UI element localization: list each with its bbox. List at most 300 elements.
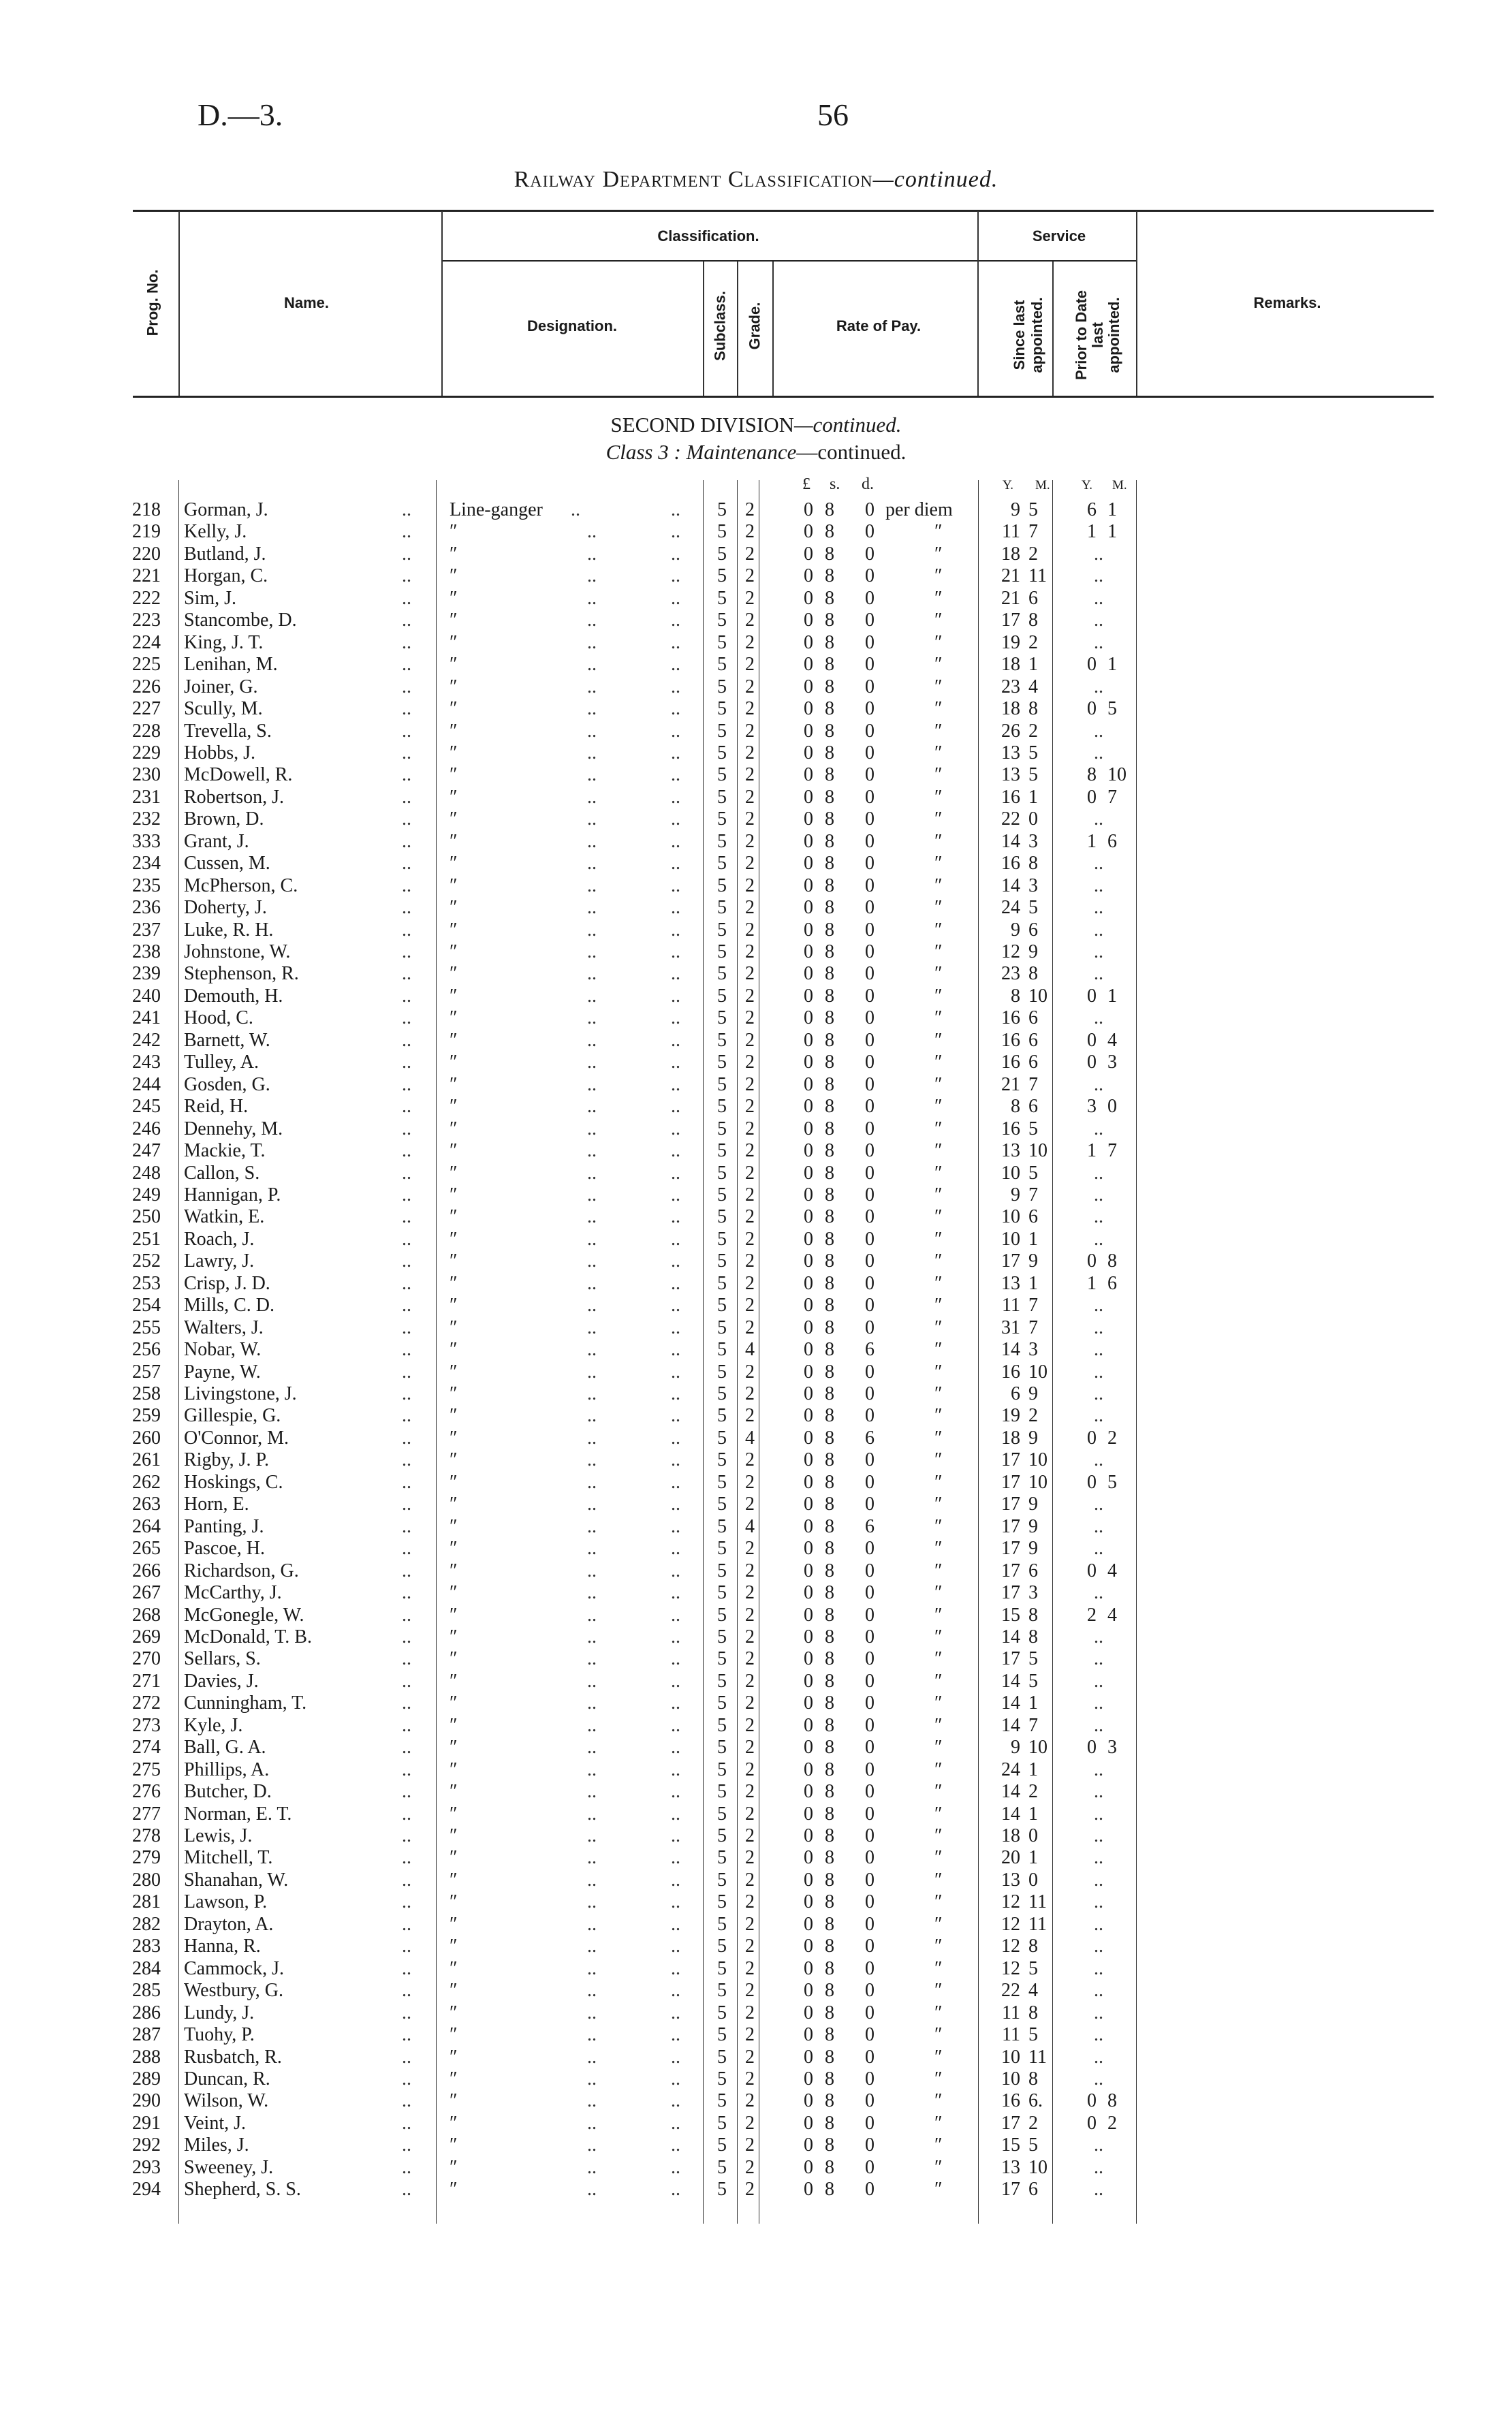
subclass-cell: 5 [717,1007,727,1029]
pay-shillings-cell: 8 [825,985,834,1007]
leader-dots: .. [671,1471,680,1493]
leader-dots: .. [671,499,680,520]
leader-dots: .. [402,1228,411,1250]
pay-pounds-cell: 0 [804,1604,813,1626]
prog-no-cell: 288 [132,2046,161,2068]
empty-prior-dots: .. [1094,543,1103,565]
since-years-cell: 11 [1002,1295,1020,1316]
pay-pence-cell: 0 [865,1936,875,1957]
empty-prior-dots: .. [1094,1339,1103,1361]
since-months-cell: 10 [1028,985,1048,1007]
leader-dots: .. [587,1427,597,1449]
pay-period-cell: ″ [934,1560,943,1581]
pay-pence-cell: 0 [865,1007,875,1029]
since-years-cell: 15 [1001,2134,1020,2156]
prog-no-cell: 247 [132,1140,161,1162]
pay-pence-cell: 0 [865,963,875,985]
since-months-cell: 6 [1028,1560,1038,1581]
empty-prior-dots: .. [1094,2024,1103,2046]
prior-years-cell: 3 [1087,1096,1097,1118]
pay-period-cell: ″ [934,1427,943,1449]
prog-no-cell: 246 [132,1118,161,1139]
leader-dots: .. [402,1339,411,1361]
prior-months-cell: 2 [1107,1427,1117,1449]
grade-cell: 2 [745,1449,755,1471]
since-months-cell: 10 [1028,1361,1048,1383]
since-years-cell: 8 [1011,1096,1020,1118]
grade-cell: 2 [745,1316,755,1338]
leader-dots: .. [402,631,411,653]
designation-cell: ″ [450,1073,458,1095]
prior-years-cell: 0 [1087,1052,1097,1073]
pay-pounds-cell: 0 [804,1295,813,1316]
subclass-cell: 5 [717,1471,727,1493]
grade-cell: 2 [745,1162,755,1184]
since-months-cell: 5 [1028,742,1038,763]
prog-no-cell: 267 [132,1582,161,1604]
pay-shillings-cell: 8 [825,1383,834,1404]
pay-pounds-cell: 0 [804,1825,813,1846]
leader-dots: .. [587,1957,597,1979]
empty-prior-dots: .. [1094,587,1103,609]
grade-cell: 2 [745,2002,755,2023]
pay-pounds-cell: 0 [804,1737,813,1759]
leader-dots: .. [402,1515,411,1537]
leader-dots: .. [402,1670,411,1692]
subclass-cell: 5 [717,2068,727,2089]
leader-dots: .. [671,1162,680,1184]
since-months-cell: 8 [1028,1626,1038,1647]
name-cell: Doherty, J. [184,897,267,919]
pay-pounds-cell: 0 [804,1515,813,1537]
since-months-cell: 5 [1028,2134,1038,2156]
pay-period-cell: ″ [934,1957,943,1979]
grade-cell: 2 [745,963,755,985]
pay-shillings-cell: 8 [825,853,834,874]
divider-rate [977,211,979,396]
leader-dots: .. [402,897,411,919]
leader-dots: .. [671,897,680,919]
leader-dots: .. [671,1825,680,1846]
since-months-cell: 10 [1028,1737,1048,1759]
leader-dots: .. [402,676,411,697]
since-years-cell: 12 [1001,1957,1020,1979]
page-number: 56 [817,97,849,132]
prior-months-cell: 8 [1107,1250,1117,1272]
pay-pounds-cell: 0 [804,874,813,896]
pay-shillings-cell: 8 [825,830,834,852]
grade-cell: 2 [745,610,755,631]
prog-no-cell: 289 [132,2068,161,2089]
pay-pounds-cell: 0 [804,2179,813,2201]
subclass-cell: 5 [717,1957,727,1979]
grade-cell: 2 [745,1781,755,1803]
leader-dots: .. [671,720,680,742]
since-years-cell: 17 [1001,2112,1020,2134]
grade-cell: 2 [745,1471,755,1493]
pay-shillings-cell: 8 [825,1714,834,1736]
since-years-cell: 14 [1001,1781,1020,1803]
prior-years-cell: 0 [1087,2090,1097,2112]
pay-period-cell: ″ [934,1029,943,1051]
leader-dots: .. [587,2112,597,2134]
leader-dots: .. [402,499,411,520]
leader-dots: .. [587,1295,597,1316]
prog-no-cell: 287 [132,2024,161,2046]
header-since-last [1011,277,1046,393]
pay-period-cell: ″ [934,1626,943,1647]
subclass-cell: 5 [717,1405,727,1427]
pay-period-cell: ″ [934,2068,943,2089]
prog-no-cell: 256 [132,1339,161,1361]
leader-dots: .. [402,2134,411,2156]
grade-cell: 2 [745,1405,755,1427]
prog-no-cell: 224 [132,631,161,653]
prog-no-cell: 235 [132,874,161,896]
leader-dots: .. [671,1206,680,1228]
leader-dots: .. [671,1029,680,1051]
pay-pounds-cell: 0 [804,1162,813,1184]
leader-dots: .. [671,1073,680,1095]
pay-period-cell: ″ [934,2046,943,2068]
leader-dots: .. [671,1052,680,1073]
pay-period-cell: ″ [934,1007,943,1029]
since-months-cell: 0 [1028,1869,1038,1891]
grade-cell: 2 [745,1096,755,1118]
leader-dots: .. [402,1714,411,1736]
since-months-cell: 0 [1028,1825,1038,1846]
subclass-cell: 5 [717,2112,727,2134]
prog-no-cell: 253 [132,1272,161,1294]
leader-dots: .. [402,1891,411,1913]
name-cell: McDowell, R. [184,764,293,786]
leader-dots: .. [402,1405,411,1427]
pay-pence-cell: 0 [865,1140,875,1162]
since-line-2: appointed. [1028,297,1045,373]
pay-pounds-cell: 0 [804,1759,813,1780]
designation-cell: ″ [450,2024,458,2046]
subclass-cell: 5 [717,808,727,830]
since-years-cell: 10 [1001,1206,1020,1228]
name-cell: Gillespie, G. [184,1405,281,1427]
designation-cell: ″ [450,2179,458,2201]
leader-dots: .. [402,1118,411,1139]
name-cell: Horgan, C. [184,565,268,587]
designation-cell: ″ [450,1582,458,1604]
pay-period-cell: ″ [934,1471,943,1493]
since-months-cell: 6 [1028,2179,1038,2201]
name-cell: Mackie, T. [184,1140,266,1162]
leader-dots: .. [402,2179,411,2201]
pay-pence-cell: 0 [865,1449,875,1471]
pay-shillings-cell: 8 [825,631,834,653]
pay-period-cell: ″ [934,1604,943,1626]
pay-pence-cell: 0 [865,1714,875,1736]
divider-grade [772,262,774,396]
prior-years-cell: 8 [1087,764,1097,786]
leader-dots: .. [402,1471,411,1493]
leader-dots: .. [671,1891,680,1913]
prior-months-cell: 4 [1107,1560,1117,1581]
pay-pounds-cell: 0 [804,1869,813,1891]
grade-cell: 2 [745,1383,755,1404]
designation-cell: ″ [450,1648,458,1670]
prog-no-cell: 250 [132,1206,161,1228]
since-years-cell: 16 [1001,1007,1020,1029]
leader-dots: .. [402,941,411,962]
empty-prior-dots: .. [1094,1007,1103,1029]
subclass-cell: 5 [717,1560,727,1581]
pay-shillings-cell: 8 [825,1140,834,1162]
pay-pounds-cell: 0 [804,1626,813,1647]
pay-pence-cell: 0 [865,676,875,697]
name-cell: King, J. T. [184,631,264,653]
subclass-cell: 5 [717,1184,727,1205]
pay-shillings-cell: 8 [825,1869,834,1891]
leader-dots: .. [671,565,680,587]
leader-dots: .. [402,1957,411,1979]
pay-pence-cell: 0 [865,2046,875,2068]
empty-prior-dots: .. [1094,1162,1103,1184]
name-cell: Scully, M. [184,698,263,720]
leader-dots: .. [671,1316,680,1338]
pay-pence-cell: 0 [865,1383,875,1404]
pay-shillings-cell: 8 [825,543,834,565]
grade-cell: 2 [745,1052,755,1073]
pay-period-cell: ″ [934,1449,943,1471]
leader-dots: .. [587,1029,597,1051]
since-years-cell: 12 [1001,1936,1020,1957]
pay-pence-cell: 0 [865,698,875,720]
leader-dots: .. [402,698,411,720]
leader-dots: .. [402,1913,411,1935]
empty-prior-dots: .. [1094,565,1103,587]
since-years-cell: 16 [1001,853,1020,874]
leader-dots: .. [587,897,597,919]
empty-prior-dots: .. [1094,1494,1103,1515]
leader-dots: .. [671,1538,680,1560]
leader-dots: .. [671,919,680,941]
leader-dots: .. [587,963,597,985]
since-years-cell: 24 [1001,1759,1020,1780]
pay-period-cell: ″ [934,1825,943,1846]
leader-dots: .. [671,1648,680,1670]
pay-shillings-cell: 8 [825,1494,834,1515]
grade-cell: 2 [745,2134,755,2156]
empty-prior-dots: .. [1094,1383,1103,1404]
prior-years-cell: 1 [1087,830,1097,852]
since-months-cell: 5 [1028,1162,1038,1184]
pay-pounds-cell: 0 [804,1714,813,1736]
grade-cell: 2 [745,587,755,609]
subclass-cell: 5 [717,853,727,874]
pay-period-cell: ″ [934,1913,943,1935]
leader-dots: .. [402,985,411,1007]
leader-dots: .. [587,1692,597,1714]
since-months-cell: 10 [1028,1471,1048,1493]
leader-dots: .. [587,1913,597,1935]
since-years-cell: 16 [1001,1118,1020,1139]
grade-cell: 2 [745,1206,755,1228]
pay-pence-cell: 0 [865,2024,875,2046]
grade-cell: 2 [745,1184,755,1205]
designation-cell: ″ [450,1714,458,1736]
pay-pence-cell: 0 [865,1096,875,1118]
leader-dots: .. [587,1052,597,1073]
name-cell: Nobar, W. [184,1339,262,1361]
leader-dots: .. [402,521,411,543]
subclass-cell: 5 [717,1913,727,1935]
pay-pence-cell: 0 [865,1869,875,1891]
empty-prior-dots: .. [1094,1118,1103,1139]
subclass-cell: 5 [717,676,727,697]
since-months-cell: 0 [1028,808,1038,830]
empty-prior-dots: .. [1094,1184,1103,1205]
grade-cell: 2 [745,1626,755,1647]
since-months-cell: 8 [1028,1936,1038,1957]
empty-prior-dots: .. [1094,1449,1103,1471]
since-months-cell: 9 [1028,1515,1038,1537]
divider-prog [178,211,180,396]
divider-name [441,211,443,396]
since-years-cell: 17 [1001,1471,1020,1493]
empty-prior-dots: .. [1094,742,1103,763]
designation-cell: ″ [450,897,458,919]
name-cell: Kelly, J. [184,521,247,543]
pay-pounds-cell: 0 [804,1228,813,1250]
grade-cell: 2 [745,1140,755,1162]
empty-prior-dots: .. [1094,897,1103,919]
designation-cell: ″ [450,764,458,786]
leader-dots: .. [671,1184,680,1205]
divider-service [1136,211,1137,396]
subclass-cell: 5 [717,919,727,941]
empty-prior-dots: .. [1094,1913,1103,1935]
leader-dots: .. [402,853,411,874]
header-prior-to-date [1073,274,1122,396]
pay-pounds-cell: 0 [804,808,813,830]
pay-pence-cell: 0 [865,2090,875,2112]
subclass-cell: 5 [717,499,727,520]
name-cell: Butland, J. [184,543,266,565]
grade-cell: 2 [745,1980,755,2002]
since-months-cell: 5 [1028,499,1038,520]
leader-dots: .. [587,941,597,962]
prog-no-cell: 221 [132,565,161,587]
pay-pounds-cell: 0 [804,1891,813,1913]
prog-no-cell: 220 [132,543,161,565]
empty-prior-dots: .. [1094,1869,1103,1891]
designation-cell: ″ [450,565,458,587]
since-years-cell: 17 [1001,1538,1020,1560]
pay-shillings-cell: 8 [825,1936,834,1957]
pay-shillings-cell: 8 [825,1029,834,1051]
leader-dots: .. [587,1515,597,1537]
pay-pounds-cell: 0 [804,1648,813,1670]
rule-after-prior [1136,480,1137,2224]
prog-no-cell: 266 [132,1560,161,1581]
leader-dots: .. [402,1626,411,1647]
pay-pence-cell: 0 [865,1670,875,1692]
leader-dots: .. [671,1714,680,1736]
since-months-cell: 11 [1028,1891,1047,1913]
pay-pounds-cell: 0 [804,764,813,786]
leader-dots: .. [671,941,680,962]
leader-dots: .. [671,1339,680,1361]
pay-shillings-cell: 8 [825,1604,834,1626]
subclass-cell: 5 [717,1538,727,1560]
since-years-cell: 19 [1001,631,1020,653]
pay-period-cell: ″ [934,808,943,830]
class-continued: —continued. [796,440,907,464]
leader-dots: .. [402,1692,411,1714]
since-years-cell: 11 [1002,2024,1020,2046]
leader-dots: .. [587,1073,597,1095]
grade-cell: 2 [745,631,755,653]
leader-dots: .. [587,676,597,697]
leader-dots: .. [587,631,597,653]
empty-prior-dots: .. [1094,1670,1103,1692]
pay-pounds-cell: 0 [804,2090,813,2112]
designation-cell: ″ [450,1980,458,2002]
since-years-cell: 12 [1001,1891,1020,1913]
since-years-cell: 14 [1001,1692,1020,1714]
since-years-cell: 18 [1001,543,1020,565]
since-months-cell: 5 [1028,764,1038,786]
pay-pence-cell: 0 [865,2002,875,2023]
subclass-cell: 5 [717,1162,727,1184]
empty-prior-dots: .. [1094,1891,1103,1913]
leader-dots: .. [402,2156,411,2178]
pay-pounds-cell: 0 [804,1494,813,1515]
since-months-cell: 4 [1028,1980,1038,2002]
since-years-cell: 19 [1001,1405,1020,1427]
prog-no-cell: 218 [132,499,161,520]
designation-cell: ″ [450,720,458,742]
leader-dots: .. [402,2068,411,2089]
pay-pounds-cell: 0 [804,963,813,985]
leader-dots: .. [671,1449,680,1471]
since-years-cell: 13 [1001,1272,1020,1294]
subclass-cell: 5 [717,1228,727,1250]
subclass-cell: 5 [717,786,727,808]
name-cell: Westbury, G. [184,1980,284,2002]
prog-no-cell: 225 [132,654,161,676]
prog-no-cell: 276 [132,1781,161,1803]
empty-prior-dots: .. [1094,1515,1103,1537]
prog-no-cell: 282 [132,1913,161,1935]
prior-months-cell: 6 [1107,1272,1117,1294]
pay-pounds-cell: 0 [804,830,813,852]
pay-pounds-cell: 0 [804,2068,813,2089]
leader-dots: .. [402,1869,411,1891]
pay-period-cell: ″ [934,1737,943,1759]
since-years-cell: 31 [1001,1316,1020,1338]
leader-dots: .. [671,1957,680,1979]
name-cell: Joiner, G. [184,676,258,697]
since-months-cell: 3 [1028,874,1038,896]
unit-months-prior: M. [1112,478,1127,492]
grade-cell: 2 [745,676,755,697]
leader-dots: .. [587,919,597,941]
empty-prior-dots: .. [1094,1847,1103,1869]
since-years-cell: 14 [1001,830,1020,852]
leader-dots: .. [587,1825,597,1846]
prior-months-cell: 5 [1107,1471,1117,1493]
leader-dots: .. [671,963,680,985]
leader-dots: .. [587,808,597,830]
pay-shillings-cell: 8 [825,698,834,720]
